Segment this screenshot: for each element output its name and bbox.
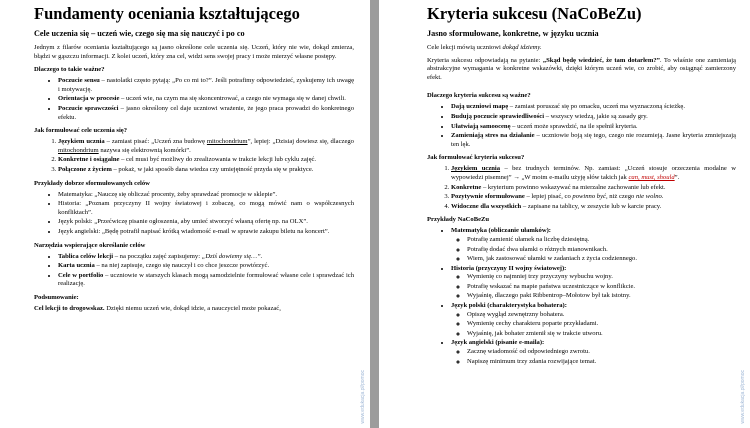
document-page-right xyxy=(379,0,750,428)
list-item: • Historia: „Poznam przyczyny II wojny światowej i zobaczę, co mogą mówić nam o współczesnych konfliktach”. xyxy=(58,200,354,217)
list-item: 3. Połączone z życiem – pokaż, w jaki sposób dana wiedza czy umiejętność przyda się w praktyce. xyxy=(58,166,354,175)
list-item: 1. Językiem ucznia – bez trudnych terminów. Np. zamiast: „Uczeń stosuje orzeczenia modalne w wypowiedzi pisemnej” → „W moim e-mailu użyję słów takich jak can, must, should”. xyxy=(451,165,736,182)
list-item: 4. Widoczne dla wszystkich – zapisane na tablicy, w zeszycie lub w karcie pracy. xyxy=(451,203,736,212)
list-item: • Poczucie sensu – nastolatki często pytają: „Po co mi to?”. Jeśli potrafimy odpowiedzieć, zyskujemy ich uwagę i motywację. xyxy=(58,77,354,94)
section-heading: Dlaczego kryteria sukcesu są ważne? xyxy=(427,92,531,100)
sub-list-item: ◦ Potrafię wskazać na mapie państwa uczestniczące w konflikcie. xyxy=(467,283,736,292)
list-item: 2. Konkretne – kryterium powinno wskazywać na mierzalne zachowanie lub efekt. xyxy=(451,184,736,193)
bullet-list xyxy=(427,227,736,366)
list-item: • Język polski: „Przećwiczę pisanie ogłoszenia, aby umieć stworzyć własną ofertę np. na OLX”. xyxy=(58,218,354,227)
sub-list xyxy=(451,348,736,366)
numbered-list xyxy=(34,138,354,174)
watermark: www.edukacja.pl/pomoc xyxy=(360,370,366,424)
list-item: 1. Językiem ucznia – zamiast pisać: „Uczeń zna budowę mitochondrium”, lepiej: „Dzisiaj dowiesz się, dlaczego mitochondrium nazywa się elektrownią komórki”. xyxy=(58,138,354,155)
section-heading: Przykłady NaCoBeZu xyxy=(427,216,490,224)
intro-paragraph: Kryteria sukcesu odpowiadają na pytanie: „Skąd będę wiedzieć, że tam dotarłem?”. To właśnie one zamieniają abstrakcyjne wymagania w konkretne wskazówki, dzięki którym uczeń wie, co zrobić, aby osiągnąć zamierzony efekt. xyxy=(427,56,736,81)
intro-paragraph: Jednym z filarów oceniania kształtującego są jasno określone cele uczenia się. Uczeń, który nie wie, dokąd zmierza, błądzi w gąszczu informacji. Z kolei uczeń, który zna cel, widzi sens swojej pracy i może mierzyć własne postępy. xyxy=(34,44,354,60)
list-item: • Język polski (charakterystyka bohatera): ◦ Opiszę wygląd zewnętrzny bohatera. ◦ Wymienię cechy charakteru poparte przykładami. ◦ Wyjaśnię, jak bohater zmienił się w trakcie utworu. xyxy=(451,302,736,338)
document-page-left xyxy=(0,0,370,428)
page-gutter xyxy=(370,0,379,428)
intro-paragraph: Cele lekcji mówią uczniowi dokąd idziemy. xyxy=(427,44,542,51)
list-item: • Ułatwiają samoocenę – uczeń może sprawdzić, na ile spełnił kryteria. xyxy=(451,123,736,132)
section-heading: Jak formułować cele uczenia się? xyxy=(34,127,128,135)
list-item: • Dają uczniowi mapę – zamiast poruszać się po omacku, uczeń ma wyznaczoną ścieżkę. xyxy=(451,103,736,112)
list-item: 3. Pozytywnie sformułowane – lepiej pisać, co powinno być, niż czego nie wolno. xyxy=(451,193,736,202)
list-item: • Tablica celów lekcji – na początku zajęć zapisujemy: „Dziś dowiemy się…”. xyxy=(58,253,354,262)
list-item: • Orientacja w procesie – uczeń wie, na czym ma się skoncentrować, a czego nie wymaga się w danej chwili. xyxy=(58,95,354,104)
section-heading: Jak formułować kryteria sukcesu? xyxy=(427,154,525,162)
list-item: • Zamieniają stres na działanie – uczniowie boją się tego, czego nie rozumieją. Jasne kryteria zmniejszają ten lęk. xyxy=(451,132,736,149)
summary-paragraph: Cel lekcji to drogowskaz. Dzięki niemu uczeń wie, dokąd idzie, a nauczyciel może pokazać, xyxy=(34,304,281,312)
list-item: • Cele w portfolio – uczniowie w starszych klasach mogą samodzielnie formułować własne cele i sprawdzać ich realizację. xyxy=(58,272,354,289)
list-item: • Matematyka: „Nauczę się obliczać procenty, żeby sprawdzać promocje w sklepie”. xyxy=(58,191,354,200)
sub-list-item: ◦ Potrafię dodać dwa ułamki o różnych mianownikach. xyxy=(467,246,736,255)
sub-list-item: ◦ Wiem, jak zastosować ułamki w zadaniach z życia codziennego. xyxy=(467,255,736,264)
list-item: • Język angielski: „Będę potrafił napisać krótką wiadomość e-mail w sprawie zakupu biletu na koncert”. xyxy=(58,228,354,237)
list-item: 2. Konkretne i osiągalne – cel musi być możliwy do zrealizowania w trakcie lekcji lub cyklu zajęć. xyxy=(58,156,354,165)
list-item: • Budują poczucie sprawiedliwości – wszyscy wiedzą, jakie są zasady gry. xyxy=(451,113,736,122)
sub-list-item: ◦ Wyjaśnię, jak bohater zmienił się w trakcie utworu. xyxy=(467,330,736,339)
section-heading: Przykłady dobrze sformułowanych celów xyxy=(34,179,150,187)
bullet-list xyxy=(34,77,354,122)
bullet-list xyxy=(34,253,354,289)
page-title: Fundamenty oceniania kształtującego xyxy=(34,4,300,23)
summary-heading: Podsumowanie: xyxy=(34,293,79,301)
list-item: • Matematyka (obliczanie ułamków): ◦ Potrafię zamienić ułamek na liczbę dziesiętną. ◦ Potrafię dodać dwa ułamki o różnych mianownikach. ◦ Wiem, jak zastosować ułamki w zadaniach z życia codziennego. xyxy=(451,227,736,263)
sub-list-item: ◦ Potrafię zamienić ułamek na liczbę dziesiętną. xyxy=(467,236,736,245)
sub-list-item: ◦ Wyjaśnię, dlaczego pakt Ribbentrop–Mołotow był tak istotny. xyxy=(467,292,736,301)
watermark: www.edukacja.pl/pomoc xyxy=(740,370,746,424)
page-title: Kryteria sukcesu (NaCoBeZu) xyxy=(427,4,642,23)
sub-list-item: ◦ Wymienię co najmniej trzy przyczyny wybuchu wojny. xyxy=(467,273,736,282)
bullet-list xyxy=(427,103,736,149)
numbered-list xyxy=(427,165,736,211)
sub-list-item: ◦ Zacznę wiadomość od odpowiedniego zwrotu. xyxy=(467,348,736,357)
list-item: • Język angielski (pisanie e-maila): ◦ Zacznę wiadomość od odpowiedniego zwrotu. ◦ Napiszę minimum trzy zdania rozwijające temat. xyxy=(451,339,736,366)
page-subtitle: Jasno sformułowane, konkretne, w języku ucznia xyxy=(427,29,599,38)
sub-list xyxy=(451,311,736,339)
list-item: • Karta ucznia – na niej zapisuje, czego się nauczył i co chce jeszcze powtórzyć. xyxy=(58,262,354,271)
section-heading: Narzędzia wspierające określanie celów xyxy=(34,241,146,249)
sub-list xyxy=(451,273,736,301)
sub-list-item: ◦ Opiszę wygląd zewnętrzny bohatera. xyxy=(467,311,736,320)
page-subtitle: Cele uczenia się – uczeń wie, czego się ma się nauczyć i po co xyxy=(34,29,245,38)
sub-list-item: ◦ Napiszę minimum trzy zdania rozwijające temat. xyxy=(467,358,736,367)
sub-list-item: ◦ Wymienię cechy charakteru poparte przykładami. xyxy=(467,320,736,329)
list-item: • Poczucie sprawczości – jasno określony cel daje uczniowi wrażenie, że jego praca prowadzi do konkretnego efektu. xyxy=(58,105,354,122)
section-heading: Dlaczego to takie ważne? xyxy=(34,66,105,74)
sub-list xyxy=(451,236,736,264)
bullet-list xyxy=(34,191,354,237)
list-item: • Historia (przyczyny II wojny światowej): ◦ Wymienię co najmniej trzy przyczyny wybuchu wojny. ◦ Potrafię wskazać na mapie państwa uczestniczące w konflikcie. ◦ Wyjaśnię, dlaczego pakt Ribbentrop–Mołotow był tak istotny. xyxy=(451,265,736,301)
